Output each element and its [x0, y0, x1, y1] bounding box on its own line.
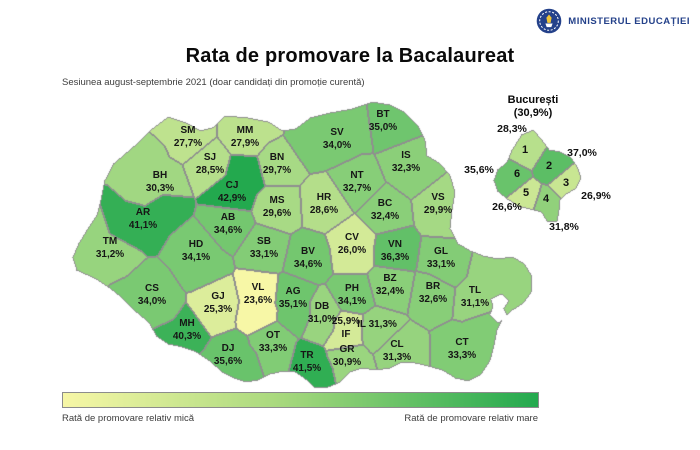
- sector-2-value: 37,0%: [567, 147, 597, 159]
- sector-5-number: 5: [522, 187, 530, 199]
- sector-3-value: 26,9%: [581, 190, 611, 202]
- county-value: 23,6%: [243, 295, 273, 306]
- county-value: 33,1%: [249, 249, 279, 260]
- county-code: BC: [377, 198, 393, 209]
- county-code: GL: [434, 246, 448, 257]
- sector-6-value: 35,6%: [464, 164, 494, 176]
- ministry-logo: [536, 8, 690, 34]
- county-code: NT: [350, 170, 364, 181]
- county-value: 25,9%: [331, 316, 361, 327]
- legend-high-label: Rată de promovare relativ mare: [404, 413, 538, 424]
- sector-5-value: 26,6%: [492, 201, 522, 213]
- sector-4-value: 31,8%: [549, 221, 579, 233]
- county-value: 27,9%: [230, 138, 260, 149]
- county-code: IS: [401, 150, 411, 161]
- county-code: OT: [266, 330, 280, 341]
- legend-low-label: Rată de promovare relativ mică: [62, 413, 194, 424]
- county-code: HD: [188, 239, 204, 250]
- bucharest-inset-title: [508, 94, 559, 120]
- county-code: AG: [285, 286, 301, 297]
- county-value: 31,1%: [460, 298, 490, 309]
- sector-1-number: 1: [521, 144, 529, 156]
- county-value: 34,1%: [337, 296, 367, 307]
- county-value: 32,6%: [418, 294, 448, 305]
- county-code: TM: [102, 236, 118, 247]
- county-code: BV: [301, 246, 315, 257]
- county-code: SV: [330, 127, 344, 138]
- county-code: VS: [431, 192, 445, 203]
- county-code: SJ: [203, 152, 217, 163]
- county-value: 36,3%: [380, 252, 410, 263]
- county-code: BN: [269, 152, 285, 163]
- county-value: 29,6%: [262, 208, 292, 219]
- county-value: 33,3%: [447, 350, 477, 361]
- county-value: 32,7%: [342, 183, 372, 194]
- county-value: 35,6%: [213, 356, 243, 367]
- county-code: MS: [269, 195, 285, 206]
- county-code: BR: [425, 281, 441, 292]
- county-value: 25,3%: [203, 304, 233, 315]
- ministry-emblem-icon: [536, 8, 562, 34]
- county-value: 31,2%: [95, 249, 125, 260]
- county-value: 32,3%: [391, 163, 421, 174]
- county-code: CL: [390, 339, 404, 350]
- county-code: CS: [145, 283, 159, 294]
- county-code: CT: [455, 337, 469, 348]
- county-code: CJ: [225, 180, 239, 191]
- county-code: SM: [180, 125, 196, 136]
- county-code: TL: [468, 285, 482, 296]
- sector-6-number: 6: [513, 168, 521, 180]
- county-code: BZ: [383, 273, 397, 284]
- county-value: 30,3%: [145, 183, 175, 194]
- county-code: VN: [388, 239, 402, 250]
- inset-title-text: București: [507, 94, 559, 106]
- sector-2-number: 2: [545, 160, 553, 172]
- county-code: MM: [236, 125, 254, 136]
- county-code: GR: [339, 344, 355, 355]
- county-value: 33,1%: [426, 259, 456, 270]
- county-code: HR: [316, 192, 332, 203]
- county-value: 34,6%: [213, 225, 243, 236]
- county-value: 40,3%: [172, 331, 202, 342]
- county-code: TR: [300, 350, 314, 361]
- page-title: Rata de promovare la Bacalaureat: [185, 45, 515, 67]
- county-code: BH: [152, 170, 168, 181]
- sector-1-value: 28,3%: [497, 123, 527, 135]
- county-value: 41,1%: [128, 220, 158, 231]
- county-code: PH: [345, 283, 359, 294]
- county-code: CV: [345, 232, 359, 243]
- county-value: 32,4%: [370, 211, 400, 222]
- county-value: 34,6%: [293, 259, 323, 270]
- county-value: 31,3%: [382, 352, 412, 363]
- sector-3-number: 3: [562, 177, 570, 189]
- county-value: 34,0%: [322, 140, 352, 151]
- county-value: 34,0%: [137, 296, 167, 307]
- inset-overall-value: (30,9%): [513, 107, 553, 119]
- county-value: 34,1%: [181, 252, 211, 263]
- county-value: 31,0%: [307, 314, 337, 325]
- sector-4-number: 4: [542, 193, 550, 205]
- county-code: VL: [251, 282, 265, 293]
- county-value: 27,7%: [173, 138, 203, 149]
- county-value: 42,9%: [217, 193, 247, 204]
- page-subtitle: Sesiunea august-septembrie 2021 (doar candidați din promoție curentă): [62, 77, 365, 88]
- county-code: MH: [179, 318, 195, 329]
- county-value: 35,0%: [368, 122, 398, 133]
- county-value: 32,4%: [375, 286, 405, 297]
- county-code: IF: [341, 329, 351, 340]
- county-code: GJ: [211, 291, 225, 302]
- county-label-il: IL 31,3%: [357, 319, 397, 330]
- ministry-name: MINISTERUL EDUCAȚIEI: [568, 15, 690, 27]
- legend-gradient-bar: [62, 392, 539, 408]
- county-value: 29,7%: [262, 165, 292, 176]
- county-code: DJ: [221, 343, 235, 354]
- county-value: 30,9%: [332, 357, 362, 368]
- county-value: 35,1%: [278, 299, 308, 310]
- county-value: 26,0%: [337, 245, 367, 256]
- county-value: 28,6%: [309, 205, 339, 216]
- county-code: SB: [257, 236, 271, 247]
- county-code: AB: [220, 212, 236, 223]
- county-value: 29,9%: [423, 205, 453, 216]
- county-value: 41,5%: [292, 363, 322, 374]
- county-value: 28,5%: [195, 165, 225, 176]
- county-code: DB: [314, 301, 330, 312]
- county-code: AR: [135, 207, 151, 218]
- county-value: 33,3%: [258, 343, 288, 354]
- county-code: BT: [376, 109, 390, 120]
